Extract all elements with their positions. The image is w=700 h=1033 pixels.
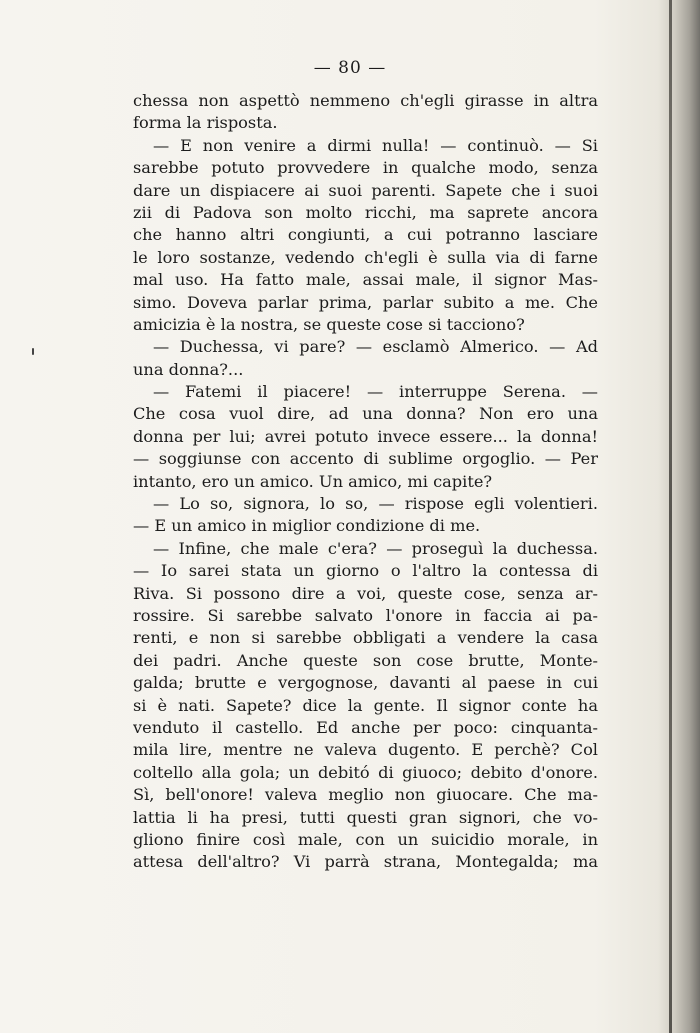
text-line: renti, e non si sarebbe obbligati a vendere la casa (133, 628, 598, 648)
text-line: — E non venire a dirmi nulla! — continuò. — Si (153, 135, 598, 155)
text-line: Riva. Si possono dire a voi, queste cose, senza ar- (133, 583, 598, 603)
text-line: sarebbe potuto provvedere in qualche modo, senza (133, 158, 598, 178)
text-line: donna per lui; avrei potuto invece essere... la donna! (133, 426, 598, 446)
text-line: gliono finire così male, con un suicidio morale, in (133, 829, 598, 849)
text-line: si è nati. Sapete? dice la gente. Il signor conte ha (133, 695, 598, 715)
text-line: — Lo so, signora, lo so, — rispose egli volentieri. (153, 494, 598, 514)
text-line: Che cosa vuol dire, ad una donna? Non ero una (133, 404, 598, 424)
page-number: — 80 — (313, 58, 387, 78)
text-line: — Duchessa, vi pare? — esclamò Almerico. — Ad (153, 337, 598, 357)
text-line: — Fatemi il piacere! — interruppe Serena. — (153, 382, 598, 402)
text-line: mal uso. Ha fatto male, assai male, il signor Mas- (133, 270, 598, 290)
text-line: coltello alla gola; un debitó di giuoco; debito d'onore. (133, 762, 598, 782)
page-binding-shadow (658, 0, 700, 1033)
text-line: dare un dispiacere ai suoi parenti. Sapete che i suoi (133, 180, 598, 200)
text-line: lattia li ha presi, tutti questi gran signori, che vo- (133, 807, 598, 827)
margin-mark (32, 348, 34, 355)
text-line: simo. Doveva parlar prima, parlar subito a me. Che (133, 292, 598, 312)
text-line: mila lire, mentre ne valeva dugento. E perchè? Col (133, 740, 598, 760)
page-binding-edge (669, 0, 672, 1033)
text-line: rossire. Si sarebbe salvato l'onore in faccia ai pa- (133, 605, 598, 625)
text-line: che hanno altri congiunti, a cui potranno lasciare (133, 225, 598, 245)
text-line: — Infine, che male c'era? — proseguì la duchessa. (153, 538, 598, 558)
text-line: le loro sostanze, vedendo ch'egli è sulla via di farne (133, 247, 598, 267)
text-line: dei padri. Anche queste son cose brutte, Monte- (133, 650, 598, 670)
text-line: forma la risposta. (133, 113, 278, 133)
text-line: — E un amico in miglior condizione di me. (133, 516, 481, 536)
text-line: — Io sarei stata un giorno o l'altro la contessa di (133, 561, 598, 581)
text-line: attesa dell'altro? Vi parrà strana, Montegalda; ma (133, 852, 598, 872)
text-line: galda; brutte e vergognose, davanti al paese in cui (133, 673, 598, 693)
text-line: Sì, bell'onore! valeva meglio non giuocare. Che ma- (133, 785, 598, 805)
text-line: amicizia è la nostra, se queste cose si tacciono? (133, 314, 525, 334)
text-line: chessa non aspettò nemmeno ch'egli girasse in altra (133, 91, 598, 110)
text-line: zii di Padova son molto ricchi, ma saprete ancora (133, 202, 598, 222)
body-text (133, 90, 598, 874)
text-line: — soggiunse con accento di sublime orgoglio. — Per (133, 449, 598, 469)
text-line: venduto il castello. Ed anche per poco: cinquanta- (133, 717, 598, 737)
text-line: una donna?... (133, 359, 244, 379)
text-line: intanto, ero un amico. Un amico, mi capite? (133, 471, 493, 491)
